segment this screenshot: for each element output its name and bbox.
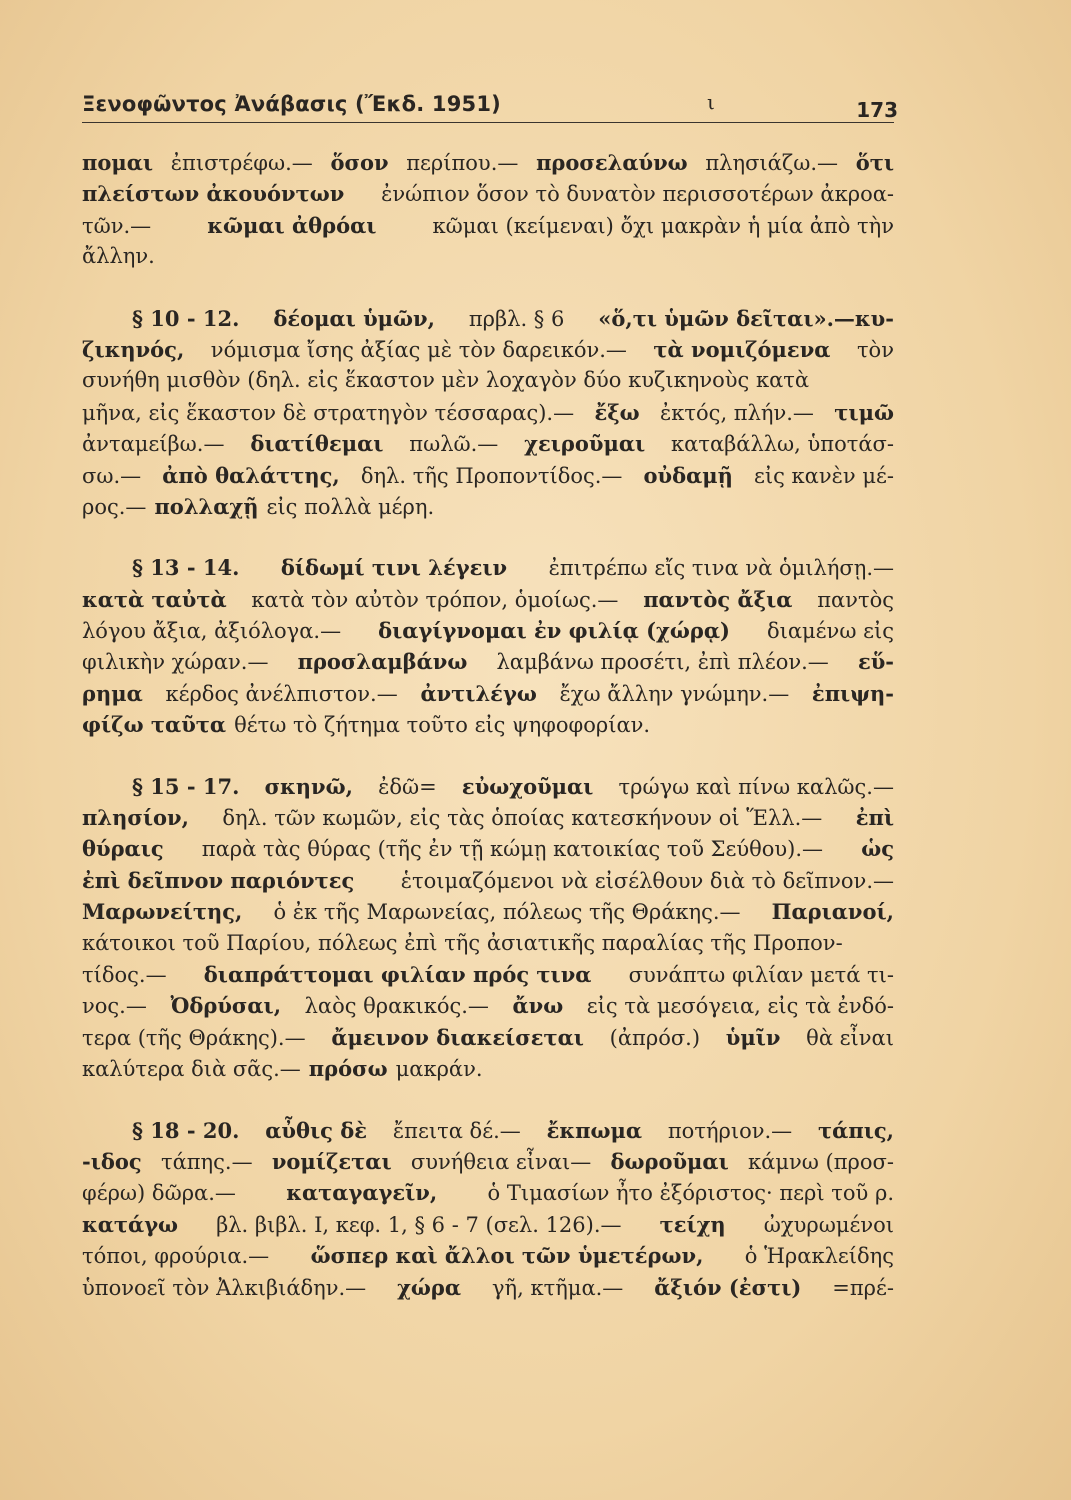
lemma-term: φίζω ταῦτα (82, 712, 227, 738)
lemma-term: ὅτι (855, 150, 894, 175)
lemma-term: ἔκπωμα (546, 1117, 643, 1143)
lemma-term: ὥσπερ καὶ ἄλλοι τῶν ὑμετέρων, (310, 1243, 704, 1269)
lemma-term: ἄξιόν (ἐστι) (654, 1274, 802, 1300)
text-line (82, 1243, 894, 1274)
lemma-term: προσλαμβάνω (297, 649, 468, 675)
lemma-term: «ὅ,τι ὑμῶν δεῖται».—κυ- (598, 305, 894, 331)
lemma-term: § 18 - 20. (132, 1117, 240, 1143)
gloss-text: περίπου.— (406, 151, 519, 175)
text-line (82, 1275, 894, 1306)
gloss-text: λαὸς θρακικός.— (304, 994, 489, 1019)
gloss-text: τόποι, φρούρια.— (82, 1244, 270, 1269)
lemma-term: οὐδαμῇ (643, 462, 733, 488)
lemma-term: -ιδος (82, 1148, 142, 1174)
lemma-term: πλησίον, (82, 805, 189, 831)
lemma-term: Μαρωνείτης, (82, 899, 243, 925)
gloss-text: μακράν. (395, 1057, 483, 1082)
gloss-text: λαμβάνω προσέτι, ἐπὶ πλέον.— (496, 650, 829, 675)
gloss-text: διαμένω εἰς (766, 619, 894, 644)
paragraph-s15 (82, 774, 894, 1088)
lemma-term: καταγαγεῖν, (286, 1180, 438, 1206)
gloss-text: εἰς κανὲν μέ- (753, 463, 894, 488)
lemma-term: πρόσω (308, 1056, 388, 1082)
gloss-text: συνήθεια εἶναι— (410, 1149, 592, 1174)
gloss-text: φιλικὴν χώραν.— (82, 650, 269, 675)
text-line (82, 1180, 894, 1211)
lemma-term: κῶμαι ἀθρόαι (207, 212, 377, 238)
text-line (82, 1056, 894, 1087)
gloss-text: ὁ Τιμασίων ἦτο ἐξόριστος· περὶ τοῦ ρ. (487, 1181, 894, 1206)
gloss-text: τὸν (856, 337, 894, 362)
lemma-term: § 10 - 12. (132, 305, 240, 331)
gloss-text: εἰς πολλὰ μέρη. (266, 494, 435, 519)
lemma-term: θύραις (82, 836, 164, 862)
lemma-term: ἔξω (594, 399, 640, 425)
text-line (82, 805, 894, 836)
lemma-term: δωροῦμαι (610, 1148, 729, 1174)
page-number: 173 (856, 98, 898, 122)
lemma-term: σκηνῶ, (264, 773, 353, 799)
lemma-term: ὡς (861, 836, 894, 862)
text-line (82, 931, 894, 962)
gloss-text: ὁ ἐκ τῆς Μαρωνείας, πόλεως τῆς Θράκης.— (273, 900, 741, 925)
text-line (82, 587, 894, 618)
gloss-text: θέτω τὸ ζήτημα τοῦτο εἰς ψηφοφορίαν. (234, 713, 651, 738)
text-line (82, 712, 894, 743)
gloss-text: τάπης.— (160, 1149, 253, 1174)
text-line (82, 774, 894, 805)
text-line (82, 899, 894, 930)
gloss-text: τερα (τῆς Θράκης).— (82, 1025, 306, 1050)
text-line (82, 463, 894, 494)
lemma-term: χειροῦμαι (524, 431, 646, 457)
gloss-text: =πρέ- (832, 1275, 894, 1300)
gloss-text: φέρω) δῶρα.— (82, 1181, 236, 1206)
text-line (82, 368, 894, 399)
paragraph-s18 (82, 1118, 894, 1306)
text-line (82, 431, 894, 462)
text-line (82, 993, 894, 1024)
gloss-text: εἰς τὰ μεσόγεια, εἰς τὰ ἐνδό- (586, 994, 894, 1019)
paragraph-s13 (82, 555, 894, 743)
lemma-term: κατάγω (82, 1211, 179, 1237)
lemma-term: χώρα (397, 1274, 462, 1300)
gloss-text: λόγου ἄξια, ἀξιόλογα.— (82, 619, 342, 644)
text-line (82, 213, 894, 244)
gloss-text: νος.— (82, 994, 147, 1019)
text-line (82, 337, 894, 368)
text-line (82, 400, 894, 431)
gloss-text: ὁ Ἡρακλείδης (744, 1244, 894, 1269)
lemma-term: νομίζεται (271, 1148, 392, 1174)
lemma-term: ἄνω (512, 993, 564, 1019)
lemma-term: ρημα (82, 680, 143, 706)
gloss-text: νόμισμα ἴσης ἀξίας μὲ τὸν δαρεικόν.— (210, 337, 627, 362)
gloss-text: θὰ εἶναι (806, 1025, 894, 1050)
lemma-term: αὖθις δὲ (265, 1117, 368, 1143)
gloss-text: δηλ. τῆς Προποντίδος.— (360, 463, 623, 488)
gloss-text: ρος.— (82, 494, 147, 519)
gloss-text: τρώγω καὶ πίνω καλῶς.— (618, 774, 894, 799)
gloss-text: ἔπειτα δέ.— (392, 1118, 521, 1143)
lemma-term: δέομαι ὑμῶν, (273, 305, 435, 331)
gloss-text: ἐνώπιον ὅσον τὸ δυνατὸν περισσοτέρων ἀκροα- (381, 182, 894, 207)
text-line (82, 962, 894, 993)
lemma-term: διαπράττομαι φιλίαν πρός τινα (203, 961, 592, 987)
gloss-text: δηλ. τῶν κωμῶν, εἰς τὰς ὁποίας κατεσκήνουν οἱ Ἕλλ.— (222, 806, 823, 831)
lemma-term: ὑμῖν (725, 1024, 781, 1050)
lemma-term: τὰ νομιζόμενα (653, 336, 831, 362)
lemma-term: ἐπὶ (855, 805, 894, 831)
gloss-text: μῆνα, εἰς ἕκαστον δὲ στρατηγὸν τέσσαρας).— (82, 400, 575, 425)
lemma-term: ἀντιλέγω (420, 680, 537, 706)
text-line (82, 150, 894, 181)
gloss-text: ὑπονοεῖ τὸν Ἀλκιβιάδην.— (82, 1275, 367, 1300)
lemma-term: ἀπὸ θαλάττης, (162, 462, 340, 488)
page-body (82, 150, 894, 1336)
lemma-term: διαγίγνομαι ἐν φιλίᾳ (χώρᾳ) (378, 618, 730, 644)
text-line (82, 649, 894, 680)
gloss-text: κάμνω (προσ- (748, 1149, 894, 1174)
text-line (82, 181, 894, 212)
lemma-term: διατίθεμαι (250, 431, 384, 457)
paragraph-cont (82, 150, 894, 276)
page-header (82, 88, 898, 123)
text-line (82, 1025, 894, 1056)
gloss-text: πωλῶ.— (409, 432, 499, 457)
text-line (82, 555, 894, 586)
lemma-term: ὅσον (330, 150, 389, 175)
gloss-text: ἑτοιμαζόμενοι νὰ εἰσέλθουν διὰ τὸ δεῖπνον.— (400, 868, 894, 893)
gloss-text: ἐκτός, πλήν.— (660, 400, 814, 425)
gloss-text: παρὰ τὰς θύρας (τῆς ἐν τῇ κώμῃ κατοικίας τοῦ Σεύθου).— (201, 837, 824, 862)
lemma-term: τιμῶ (834, 399, 894, 425)
lemma-term: πολλαχῇ (154, 493, 259, 519)
gloss-text: ἐπιτρέπω εἴς τινα νὰ ὁμιλήσῃ.— (548, 556, 894, 581)
lemma-term: δίδωμί τινι λέγειν (280, 555, 508, 581)
paragraph-s10 (82, 306, 894, 526)
gloss-text: ἐπιστρέφω.— (170, 151, 313, 175)
text-line (82, 681, 894, 712)
gloss-text: κατὰ τὸν αὐτὸν τρόπον, ὁμοίως.— (251, 587, 619, 612)
lemma-term: § 13 - 14. (132, 555, 240, 581)
text-line (82, 618, 894, 649)
text-line (82, 1212, 894, 1243)
lemma-term: Παριανοί, (771, 899, 894, 925)
gloss-text: πλησιάζω.— (705, 151, 838, 175)
lemma-term: ἐπὶ δεῖπνον παριόντες (82, 867, 355, 893)
gloss-text: παντὸς (817, 587, 894, 612)
lemma-term: τάπις, (818, 1117, 894, 1143)
lemma-term: εὕ- (857, 649, 894, 675)
gloss-text: σω.— (82, 463, 142, 488)
gloss-text: τίδος.— (82, 962, 167, 987)
lemma-term: πομαι (82, 150, 154, 175)
lemma-term: τείχη (659, 1211, 726, 1237)
gloss-text: ὠχυρωμένοι (763, 1212, 894, 1237)
lemma-term: εὐωχοῦμαι (461, 773, 594, 799)
printer-mark: ι (707, 90, 715, 114)
gloss-text: γῆ, κτῆμα.— (491, 1275, 624, 1300)
text-line (82, 306, 894, 337)
gloss-text: κέρδος ἀνέλπιστον.— (165, 681, 398, 706)
gloss-text: ἐδῶ= (378, 774, 437, 799)
gloss-text: συνήθη μισθὸν (δηλ. εἰς ἕκαστον μὲν λοχαγὸν δύο κυζικηνοὺς κατὰ (82, 368, 810, 393)
lemma-term: § 15 - 17. (132, 773, 240, 799)
text-line (82, 244, 894, 275)
gloss-text: συνάπτω φιλίαν μετά τι- (628, 962, 894, 987)
running-title: Ξενοφῶντος Ἀνάβασις (Ἔκδ. 1951) (82, 92, 501, 116)
lemma-term: κατὰ ταὐτὰ (82, 586, 227, 612)
text-line (82, 836, 894, 867)
gloss-text: ἄλλην. (82, 244, 155, 269)
text-line (82, 1118, 894, 1149)
gloss-text: (ἀπρόσ.) (609, 1025, 701, 1050)
lemma-term: ἐπιψη- (811, 680, 894, 706)
gloss-text: ἔχω ἄλλην γνώμην.— (559, 681, 790, 706)
gloss-text: ἀνταμείβω.— (82, 432, 225, 457)
lemma-term: Ὀδρύσαι, (170, 993, 282, 1019)
lemma-term: παντὸς ἄξια (643, 586, 793, 612)
text-line (82, 494, 894, 525)
text-line (82, 868, 894, 899)
gloss-text: κῶμαι (κείμεναι) ὄχι μακρὰν ἡ μία ἀπὸ τὴν (432, 213, 894, 238)
lemma-term: ζικηνός, (82, 336, 185, 362)
lemma-term: προσελαύνω (536, 150, 688, 175)
gloss-text: βλ. βιβλ. I, κεφ. 1, § 6 - 7 (σελ. 126).— (216, 1212, 622, 1237)
gloss-text: καταβάλλω, ὑποτάσ- (671, 432, 894, 457)
gloss-text: καλύτερα διὰ σᾶς.— (82, 1057, 301, 1082)
gloss-text: τῶν.— (82, 213, 152, 238)
gloss-text: πρβλ. § 6 (468, 306, 565, 331)
lemma-term: πλείστων ἀκουόντων (82, 181, 345, 207)
gloss-text: κάτοικοι τοῦ Παρίου, πόλεως ἐπὶ τῆς ἀσιατικῆς παραλίας τῆς Προπον- (82, 930, 843, 955)
lemma-term: ἄμεινον διακείσεται (331, 1024, 584, 1050)
text-line (82, 1149, 894, 1180)
gloss-text: ποτήριον.— (667, 1118, 793, 1143)
